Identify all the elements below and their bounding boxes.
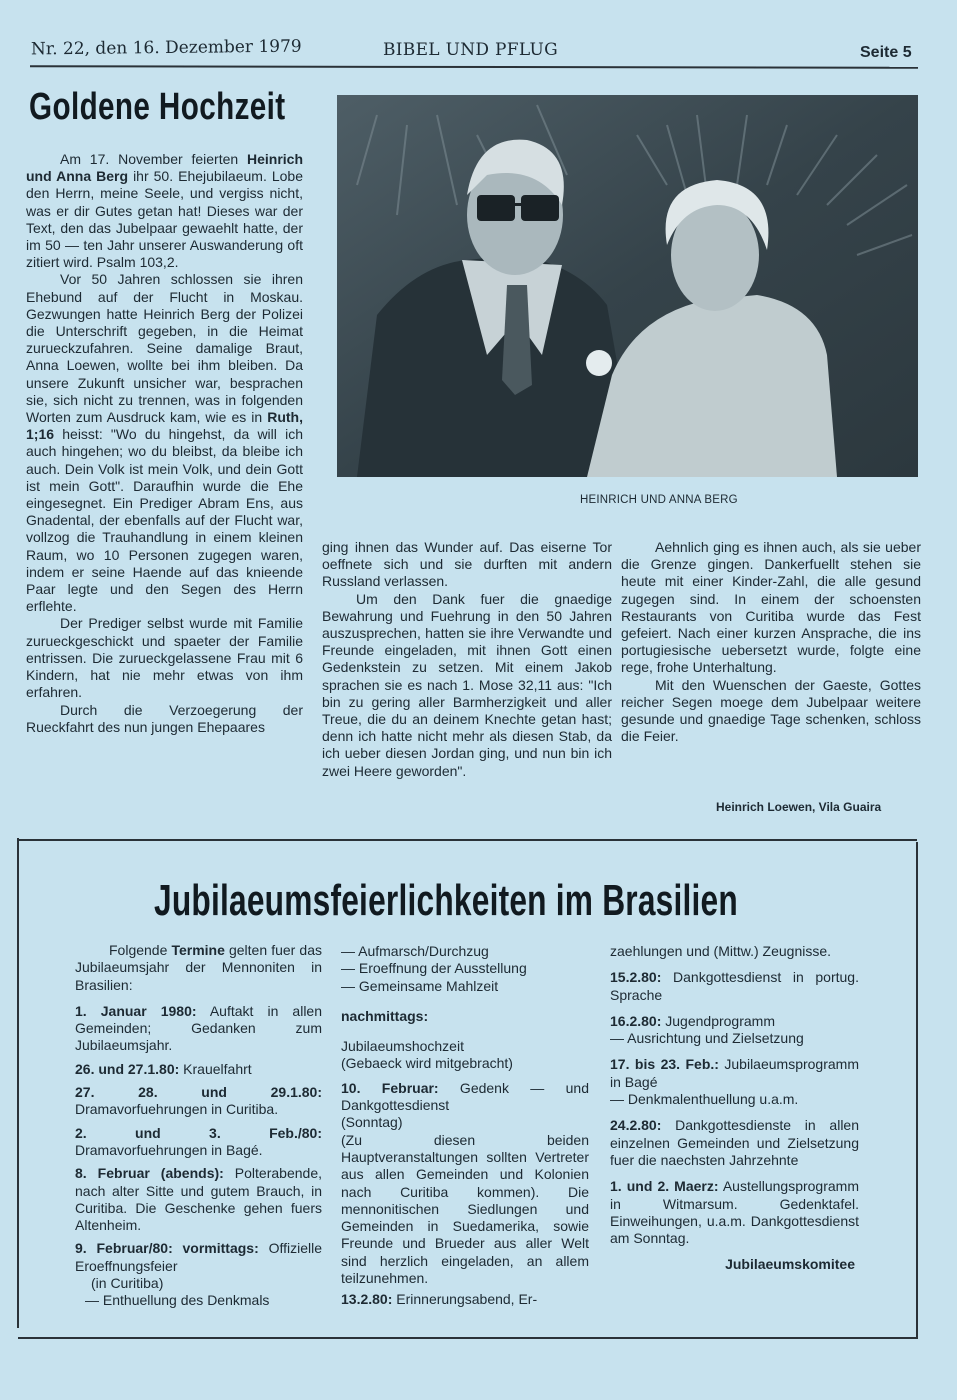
article1-paragraph <box>26 271 303 615</box>
schedule-subline: Jubilaeumshochzeit <box>341 1038 464 1055</box>
couple-photo <box>337 95 918 477</box>
article1-column-2 <box>322 539 612 780</box>
text: heisst: "Wo du hingehst, da will ich auch hingehen; wo du bleibst, da bleibe ich auch. Dein Volk ist mein Volk, und dein Gott ist mein Gott". Daraufhin wurde die Ehe eingesegnet. Ein Prediger Abram Ens, aus Gnadental, der ebenfalls auf der Flucht war, vollzog die Trauhandlung in einem kleinen Raum, wo 10 Personen zugegen waren, indem er seine Haende auf das knieende Paar legte und den Segen des Herrn erflehte. <box>26 426 303 615</box>
names-bold: Heinrich und Anna Berg <box>26 151 303 185</box>
text: Vor 50 Jahren schlossen sie ihren Ehebund auf der Flucht in Moskau. Gezwungen hatte Heinrich Berg der Polizei die Unterschrift gegeben, in die Heimat zurueckzufahren. Seine damalige Braut, Anna Loewen, wollte bei ihm bleiben. Da unsere Zukunft unsicher war, besprachen sie, sich nicht zu trennen, was in folgenden Worten zum Ausdruck kam, wie es in <box>26 271 303 426</box>
text: Am 17. November feierten <box>60 151 247 167</box>
schedule-date: 24.2.80: <box>610 1117 662 1134</box>
article1-paragraph: Um den Dank fuer die gnaedige Bewahrung und Fuehrung in den 50 Jahren auszusprechen, hatten sie ihre Verwandte und Freunde eingeladen, mit ihnen Gott einen Gedenkstein zu setzen. Mit einem Jakob sprachen sie es nach 1. Mose 32,11 aus: "Ich bin zu gering aller Barmherzigkeit und aller Treue, die du an deinem Knechte getan hast; denn ich hatte nicht mehr als diesen Stab, da ich ueber diesen Jordan ging, und nun bin ich zwei Heere geworden". <box>322 590 612 779</box>
schedule-date: 10. Februar: <box>341 1079 439 1096</box>
box-bottom-rule <box>18 1337 918 1339</box>
article1-paragraph: Der Prediger selbst wurde mit Familie zurueckgeschickt und spaeter der Familie entrissen. Die zurueckgelassene Frau mit 6 Kindern, hat nie mehr etwas von ihm erfahren. <box>26 615 303 701</box>
article2-column-1 <box>75 942 322 1310</box>
schedule-text: Dankgottesdienst in portug. Sprache <box>610 969 859 1003</box>
schedule-date: 2. und 3. Feb./80: <box>75 1124 322 1141</box>
schedule-item <box>341 1080 589 1115</box>
box-left-rule <box>17 838 19 1328</box>
schedule-date: 15.2.80: <box>610 969 662 986</box>
schedule-item <box>610 969 859 1004</box>
schedule-item <box>341 1291 589 1308</box>
article1-paragraph: Durch die Verzoegerung der Rueckfahrt des nun jungen Ehepaares <box>26 701 303 735</box>
schedule-date: 17. bis 23. Feb.: <box>610 1056 719 1073</box>
schedule-date: 1. Januar 1980: <box>75 1002 197 1019</box>
schedule-date: 27. 28. und 29.1.80: <box>75 1084 322 1101</box>
schedule-item <box>75 1003 322 1055</box>
schedule-subline: (in Curitiba) <box>91 1275 164 1292</box>
schedule-item <box>610 1056 859 1091</box>
article-title-jubilaeum: Jubilaeumsfeierlichkeiten im Brasilien <box>154 876 738 925</box>
schedule-date: 1. und 2. Maerz: <box>610 1178 719 1195</box>
schedule-item: zaehlungen und (Mittw.) Zeugnisse. <box>610 943 832 959</box>
article2-signature: Jubilaeumskomitee <box>725 1256 855 1273</box>
schedule-item <box>75 1125 322 1160</box>
article2-column-2 <box>341 943 589 1315</box>
article1-paragraph <box>26 151 303 271</box>
bible-ref-bold: Ruth, 1;16 <box>26 409 303 443</box>
issue-date: Nr. 22, den 16. Dezember 1979 <box>30 36 302 60</box>
publication-name: BIBEL UND PFLUG <box>383 40 559 60</box>
text: Folgende <box>109 942 172 958</box>
schedule-text: Polterabende, nach alter Sitte und gutem Brauch, in Curitiba. Die Geschenke gehen fuers Altenheim. <box>75 1165 322 1234</box>
schedule-subline: — Aufmarsch/Durchzug <box>341 943 489 959</box>
schedule-subline: — Ausrichtung und Zielsetzung <box>610 1030 804 1047</box>
schedule-subline: — Denkmalenthuellung u.a.m. <box>610 1091 799 1108</box>
schedule-text: Offizielle Eroeffnungsfeier <box>75 1240 322 1274</box>
article2-intro <box>75 942 322 994</box>
schedule-text: Austellungsprogramm in Witmarsum. Gedenktafel. Einweihungen, u.a.m. Dankgottesdienst am Sonntag. <box>610 1178 859 1247</box>
schedule-subline: — Gemeinsame Mahlzeit <box>341 977 499 994</box>
schedule-text: Jubilaeumsprogramm in Bagé <box>610 1056 859 1090</box>
schedule-date: 8. Februar (abends): <box>75 1165 224 1182</box>
box-right-rule <box>916 842 918 1339</box>
box-top-rule <box>17 839 917 841</box>
schedule-item <box>610 1013 859 1030</box>
header-rule <box>30 65 918 69</box>
schedule-date: 9. Februar/80: vormittags: <box>75 1240 259 1257</box>
article-title-goldene-hochzeit: Goldene Hochzeit <box>29 86 286 128</box>
article1-paragraph: Mit den Wuenschen der Gaeste, Gottes reicher Segen moege dem Jubelpaar weitere gesunde und gnaedige Tage schenken, schloss die Feier. <box>621 676 921 745</box>
schedule-text: Dramavorfuehrungen in Bagé. <box>75 1141 263 1158</box>
schedule-date: 16.2.80: <box>610 1012 662 1029</box>
schedule-item <box>610 1117 859 1169</box>
schedule-subline: — Enthuellung des Denkmals <box>85 1292 270 1309</box>
schedule-note: (Zu diesen beiden Hauptveranstaltungen sollten Vertreter aus allen Gemeinden und Kolonien nach Curitiba kommen). Die mennonitischen Siedlungen und Gemeinden in Suedamerika, sowie Freunde und Brueder aus aller Welt sind herzlich eingeladen, an allem teilzunehmen. <box>341 1131 589 1287</box>
schedule-text: Dankgottesdienste in allen einzelnen Gemeinden und Zielsetzung fuer die naechsten Jahrzehnte <box>610 1117 859 1168</box>
article1-paragraph: Aehnlich ging es ihnen auch, als sie ueber die Grenze gingen. Dankerfuellt stehen sie heute mit einer Kinder-Zahl, die alle gesund zugegen sind. In einem der schoensten Restaurants von Curitiba wurde das Fest gefeiert. Nach einer kurzen Ansprache, die ins portugiesische uebersetzt wurde, folgte eine rege, frohe Unterhaltung. <box>621 539 921 676</box>
schedule-text: Dramavorfuehrungen in Curitiba. <box>75 1101 279 1118</box>
nachmittags-heading: nachmittags: <box>341 1007 429 1024</box>
schedule-text: Gedenk — und Dankgottesdienst <box>341 1079 590 1114</box>
schedule-text: Krauelfahrt <box>179 1060 252 1077</box>
schedule-text: Erinnerungsabend, Er- <box>392 1291 538 1308</box>
schedule-item <box>75 1240 322 1275</box>
photo-couple-icon <box>337 95 918 477</box>
schedule-item <box>75 1165 322 1234</box>
schedule-text: Auftakt in allen Gemeinden; Gedanken zum Jubilaeumsjahr. <box>75 1002 323 1054</box>
page-number: Seite 5 <box>860 44 912 61</box>
schedule-text: Jugendprogramm <box>661 1012 775 1029</box>
schedule-date: 26. und 27.1.80: <box>75 1060 180 1077</box>
schedule-subline: (Sonntag) <box>341 1114 403 1131</box>
article1-paragraph: ging ihnen das Wunder auf. Das eiserne Tor oeffnete sich und sie durften mit andern Russland verlassen. <box>322 539 612 590</box>
text: ihr 50. Ehejubilaeum. Lobe den Herrn, meine Seele, und vergiss nicht, was er dir Gutes getan hat! Dieses war der Text, den das Jubelpaar gewaehlt hatte, der im 50 — ten Jahr unserer Auswanderung oft zitiert wird. Psalm 103,2. <box>26 168 303 271</box>
termine-bold: Termine <box>171 942 225 958</box>
article1-signature: Heinrich Loewen, Vila Guaira <box>716 800 882 814</box>
article1-column-1 <box>26 151 303 736</box>
schedule-item <box>610 1178 859 1247</box>
article1-column-3 <box>621 539 921 745</box>
photo-caption: HEINRICH UND ANNA BERG <box>580 494 738 506</box>
schedule-item <box>75 1061 322 1078</box>
text: gelten fuer das Jubilaeumsjahr der Mennoniten in Brasilien: <box>75 942 322 993</box>
schedule-item <box>75 1084 322 1119</box>
schedule-subline: (Gebaeck wird mitgebracht) <box>341 1055 513 1072</box>
schedule-date: 13.2.80: <box>341 1291 393 1308</box>
article2-column-3 <box>610 943 859 1274</box>
schedule-subline: — Eroeffnung der Ausstellung <box>341 960 527 977</box>
